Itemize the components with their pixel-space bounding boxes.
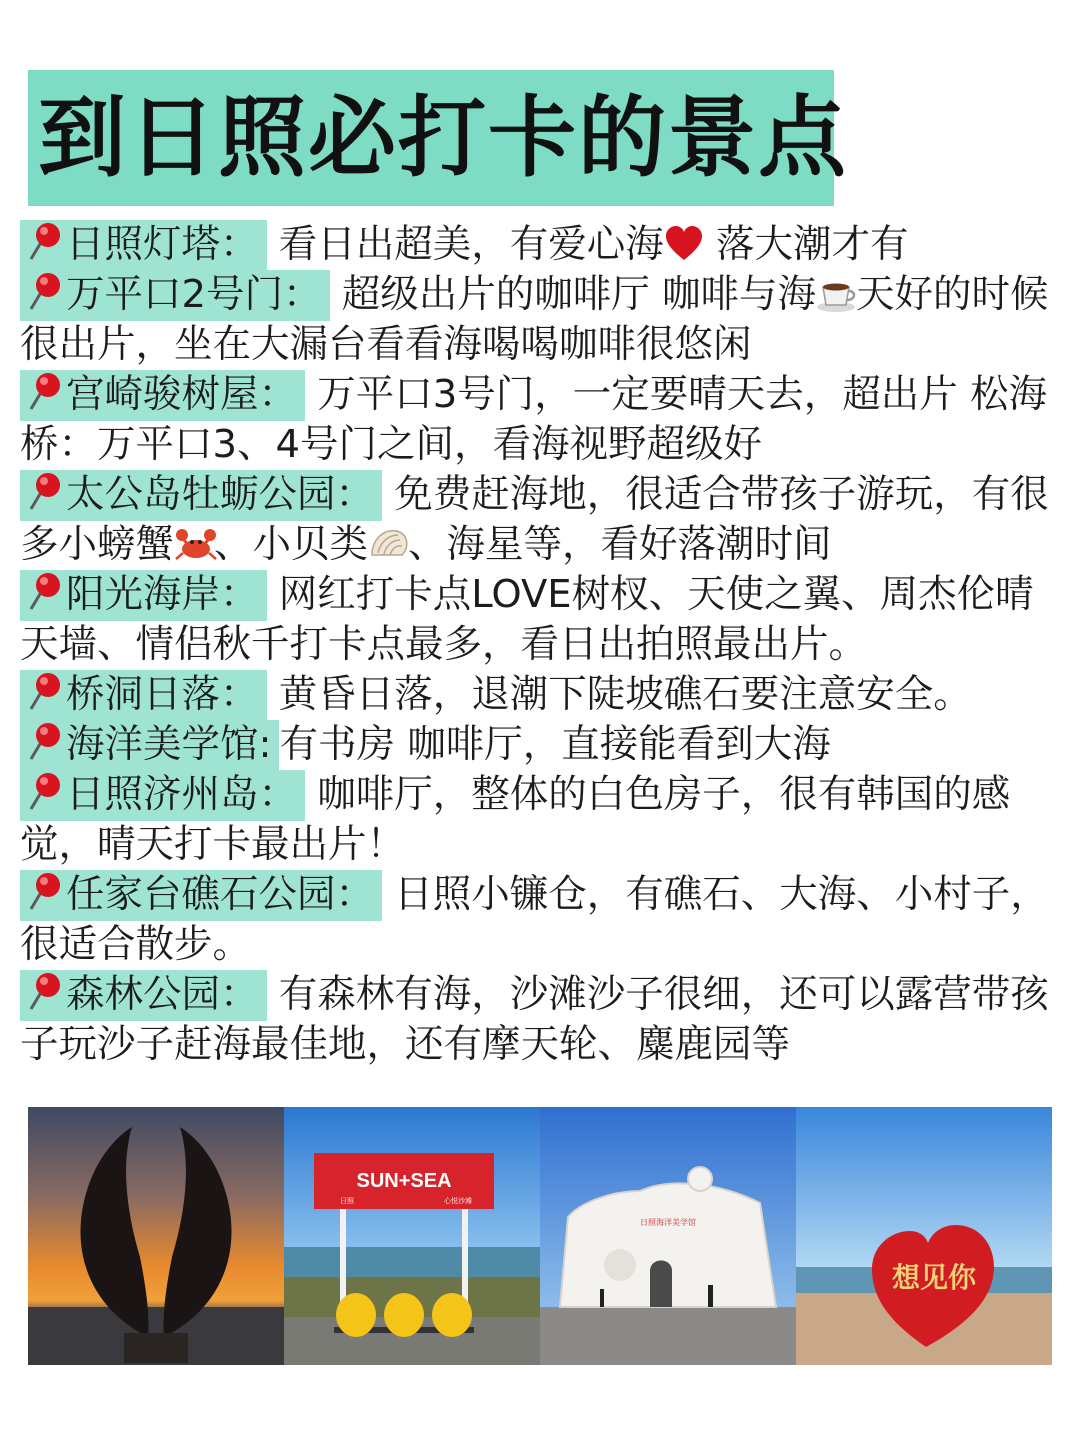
list-item <box>20 870 1065 970</box>
spot-desc: 咖啡厅，整体的白色房子，很有韩国的感觉，晴天打卡最出片！ <box>20 772 1011 867</box>
spot-name-highlight <box>20 270 330 321</box>
pushpin-icon <box>24 271 66 311</box>
photo-ocean-museum <box>540 1107 796 1365</box>
sign-title: SUN+SEA <box>356 1170 452 1192</box>
spot-list <box>20 220 1065 1070</box>
spot-name-highlight <box>20 970 267 1021</box>
museum-sign: 日照海洋美学馆 <box>640 1218 696 1227</box>
spot-name-highlight <box>20 870 382 921</box>
list-item <box>20 970 1065 1070</box>
pushpin-icon <box>24 571 66 611</box>
spot-name-highlight <box>20 570 267 621</box>
photo-strip <box>28 1107 1052 1365</box>
title-banner <box>28 70 849 206</box>
pushpin-icon <box>24 721 66 761</box>
spot-name-highlight <box>20 220 267 271</box>
sign-left-text: 日照 <box>340 1198 354 1205</box>
spot-name-highlight <box>20 670 267 721</box>
list-item <box>20 370 1065 470</box>
spot-desc: 黄昏日落，退潮下陡坡礁石要注意安全。 <box>278 672 972 717</box>
photo-sun-sea-sign <box>284 1107 540 1365</box>
page-title: 到日照必打卡的景点 <box>38 86 849 189</box>
list-item <box>20 770 1065 870</box>
list-item <box>20 670 1065 720</box>
spot-desc: 有森林有海，沙滩沙子很细，还可以露营带孩子玩沙子赶海最佳地，还有摩天轮、麋鹿园等 <box>20 972 1049 1067</box>
spot-desc-tail: 、小贝类 <box>214 522 369 567</box>
spot-name: 任家台礁石公园： <box>66 872 375 917</box>
spot-name: 森林公园： <box>66 972 259 1017</box>
spot-desc-tail: 落大潮才有 <box>703 222 909 267</box>
coffee-icon <box>816 275 856 313</box>
spot-desc: 看日出超美，有爱心海 <box>278 222 664 267</box>
pushpin-icon <box>24 871 66 911</box>
spot-name: 桥洞日落： <box>66 672 259 717</box>
spot-name: 宫崎骏树屋： <box>66 372 298 417</box>
photo-angel-wings-sunset <box>28 1107 284 1365</box>
spot-desc-tail: 天好的时候很出片，坐在大漏台看看海喝喝咖啡很悠闲 <box>20 272 1049 367</box>
spot-name-highlight <box>20 370 305 421</box>
spot-name: 日照灯塔： <box>66 222 259 267</box>
list-item <box>20 470 1065 570</box>
sign-right-text: 心悦沙滩 <box>444 1198 472 1205</box>
spot-name: 海洋美学馆: <box>66 722 272 767</box>
pushpin-icon <box>24 471 66 511</box>
spot-name-highlight <box>20 770 305 821</box>
spot-name-highlight <box>20 470 382 521</box>
pushpin-icon <box>24 371 66 411</box>
spot-desc: 日照小镰仓，有礁石、大海、小村子，很适合散步。 <box>20 872 1049 967</box>
spot-name: 日照济州岛： <box>66 772 298 817</box>
spot-desc-tail-2: 、海星等，看好落潮时间 <box>408 522 832 567</box>
spot-desc: 万平口3号门，一定要晴天去，超出片 松海桥：万平口3、4号门之间，看海视野超级好 <box>20 372 1047 467</box>
pushpin-icon <box>24 221 66 261</box>
photo-red-heart-beach <box>796 1107 1052 1365</box>
list-item <box>20 220 1065 270</box>
spot-desc: 超级出片的咖啡厅 咖啡与海 <box>341 272 816 317</box>
spot-desc: 有书房 咖啡厅，直接能看到大海 <box>279 722 831 767</box>
spot-name: 太公岛牡蛎公园： <box>66 472 375 517</box>
spot-name: 万平口2号门： <box>66 272 322 317</box>
spot-desc: 网红打卡点LOVE树杈、天使之翼、周杰伦晴天墙、情侣秋千打卡点最多，看日出拍照最出片。 <box>20 572 1034 667</box>
pushpin-icon <box>24 771 66 811</box>
heart-icon <box>664 225 704 263</box>
heart-text: 想见你 <box>891 1261 977 1294</box>
shell-icon <box>368 525 408 563</box>
pushpin-icon <box>24 671 66 711</box>
crab-icon <box>174 525 214 563</box>
list-item <box>20 270 1065 370</box>
pushpin-icon <box>24 971 66 1011</box>
spot-name-highlight <box>20 720 279 771</box>
list-item <box>20 570 1065 670</box>
spot-desc: 免费赶海地，很适合带孩子游玩，有很多小螃蟹 <box>20 472 1049 567</box>
list-item <box>20 720 1065 770</box>
spot-name: 阳光海岸： <box>66 572 259 617</box>
